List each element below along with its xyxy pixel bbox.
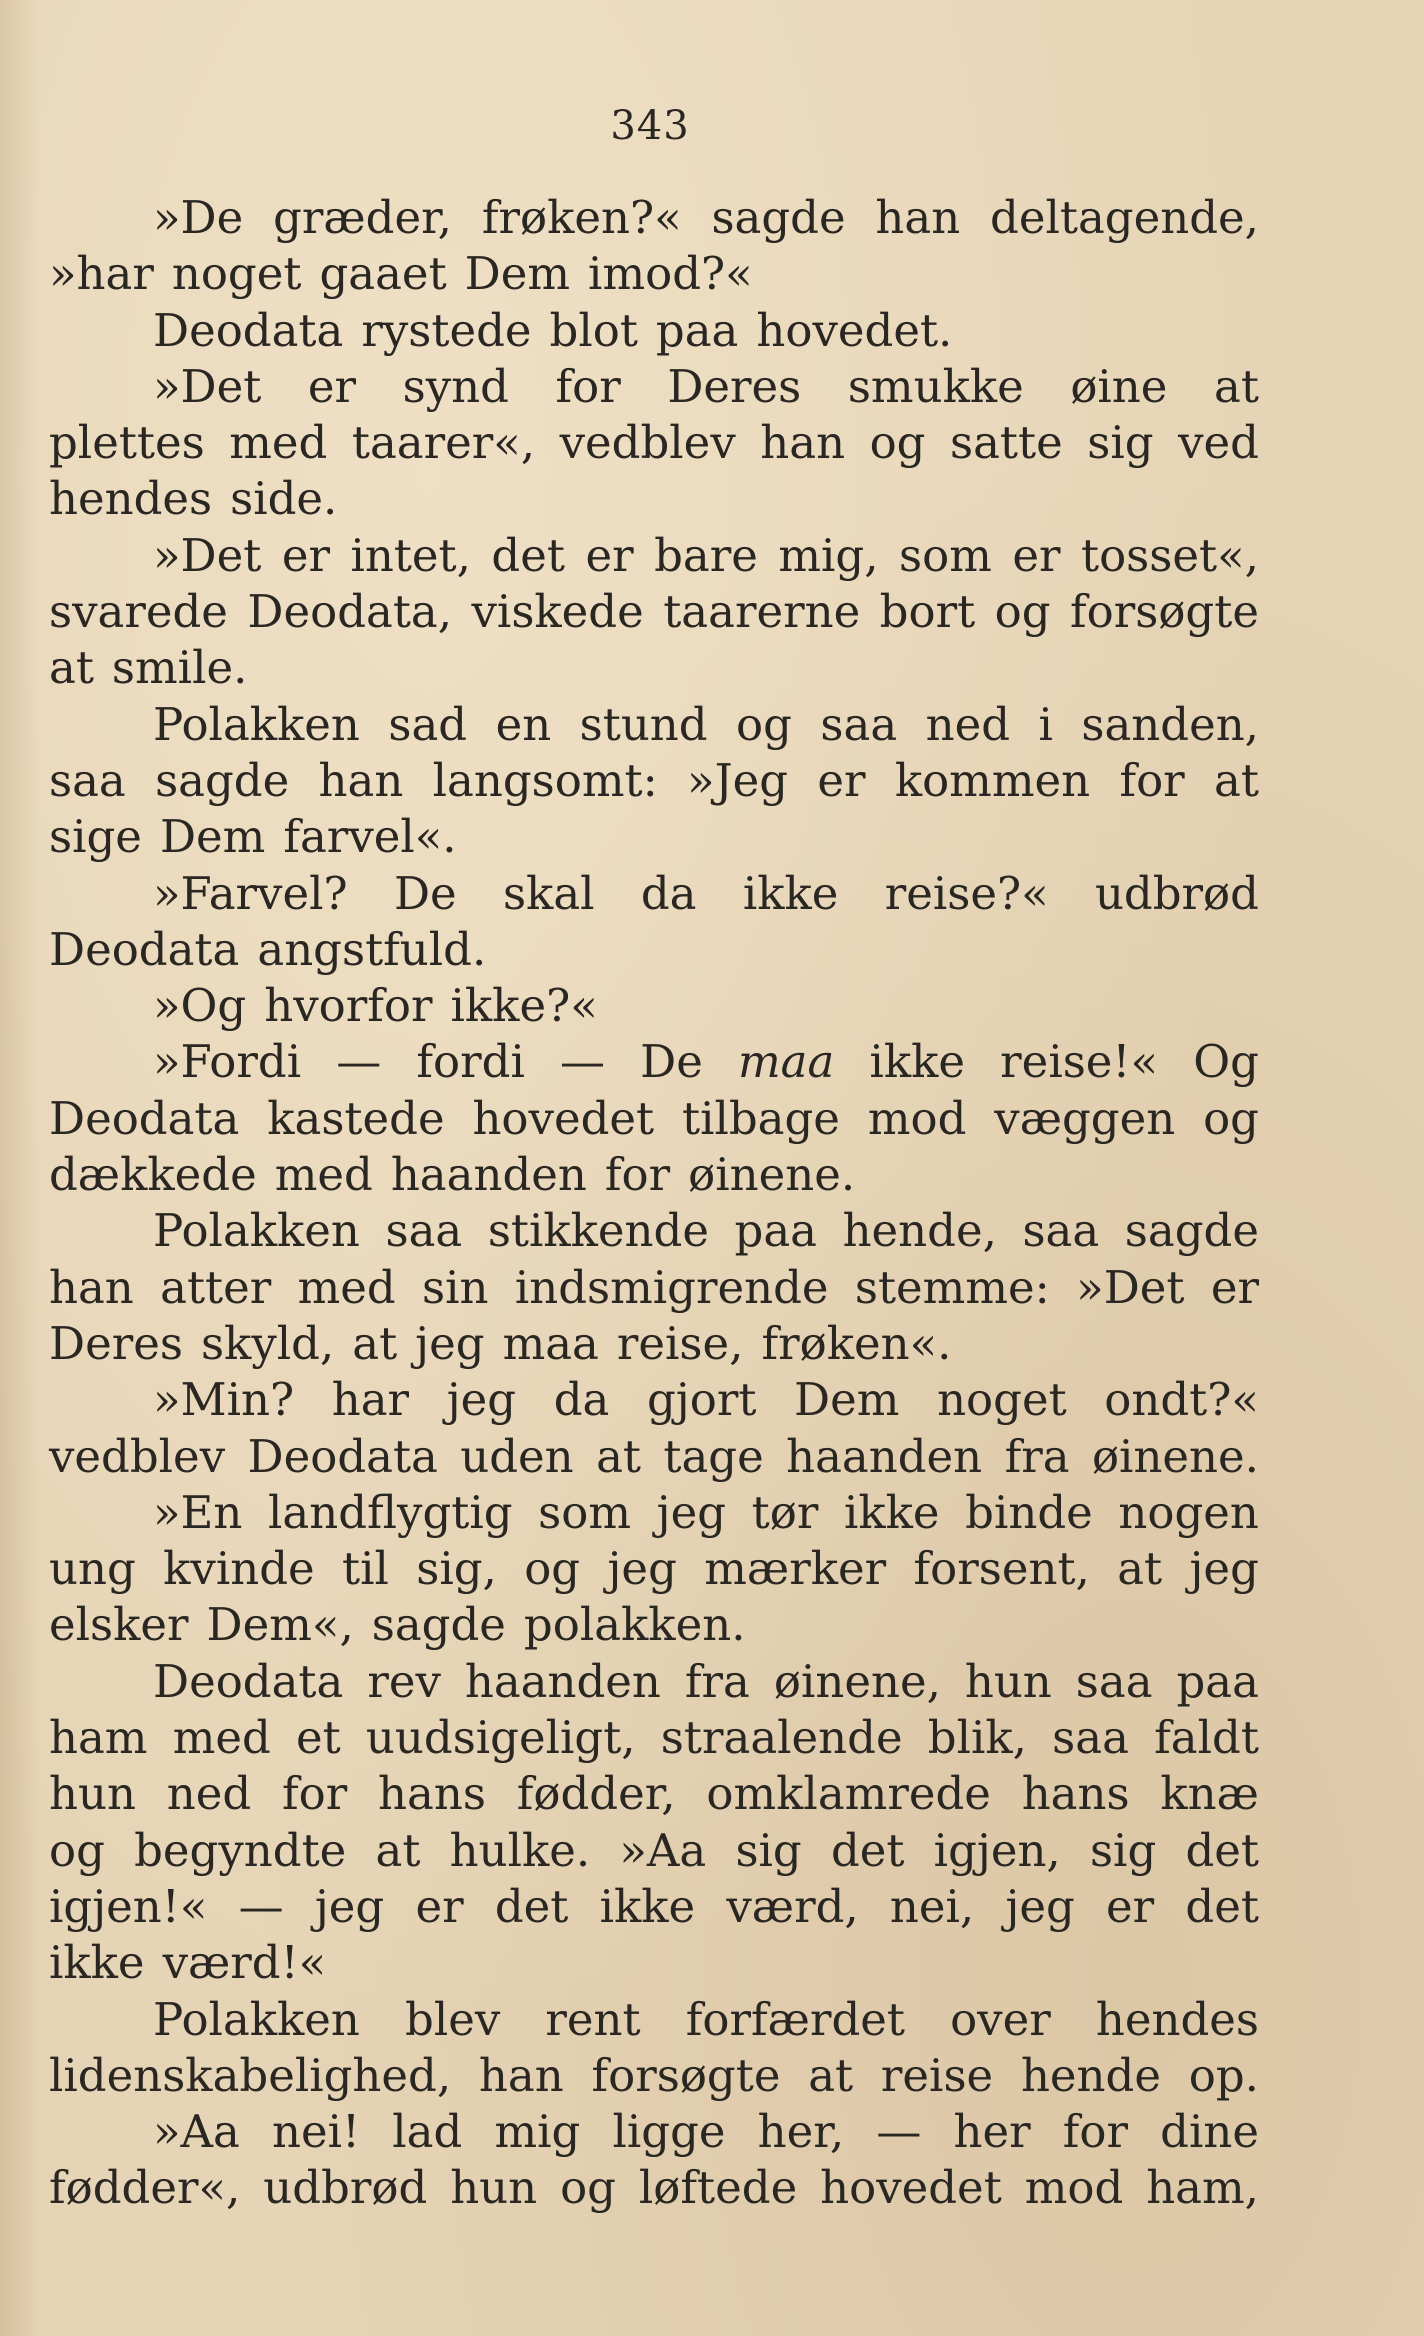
text-line: Deodata rystede blot paa hovedet. (153, 303, 953, 357)
text-line: »De græder, frøken?« sagde han deltagende, (153, 191, 1259, 244)
text-line: Deodata angstfuld. (49, 922, 487, 976)
text-line: »Farvel? De skal da ikke reise?« udbrød (153, 866, 1259, 920)
text-line: lidenskabelighed, han forsøgte at reise hende op. (49, 2048, 1259, 2102)
text-line: ham med et uudsigeligt, straalende blik, saa faldt (49, 1711, 1259, 1765)
text-line: »Aa nei! lad mig ligge her, — her for dine (153, 2105, 1259, 2159)
text-line: »Min? har jeg da gjort Dem noget ondt?« (153, 1373, 1259, 1427)
text-line: »Det er synd for Deres smukke øine at (153, 359, 1259, 413)
text-line: saa sagde han langsomt: »Jeg er kommen for at (49, 753, 1259, 807)
text-line: Deodata kastede hovedet tilbage mod væggen og (49, 1091, 1259, 1145)
text-line: »En landflygtig som jeg tør ikke binde nogen (153, 1485, 1259, 1539)
text-line: svarede Deodata, viskede taarerne bort og forsøgte (49, 585, 1259, 639)
text-line: sige Dem farvel«. (49, 810, 457, 864)
text-line: ung kvinde til sig, og jeg mærker forsent, at jeg (49, 1542, 1259, 1596)
text-line: ikke værd!« (49, 1936, 327, 1990)
text-line: Deodata rev haanden fra øinene, hun saa paa (153, 1654, 1259, 1708)
text-line: hendes side. (49, 472, 338, 526)
text-line: »Og hvorfor ikke?« (153, 979, 598, 1033)
text-line: dækkede med haanden for øinene. (49, 1148, 856, 1202)
text-line: fødder«, udbrød hun og løftede hovedet mod ham, (49, 2161, 1259, 2215)
text-line: og begyndte at hulke. »Aa sig det igjen, sig det (49, 1823, 1259, 1877)
text-line: »Fordi — fordi — De maa ikke reise!« Og (153, 1035, 1259, 1089)
text-line: elsker Dem«, sagde polakken. (49, 1598, 746, 1652)
text-line: Deres skyld, at jeg maa reise, frøken«. (49, 1316, 952, 1370)
text-line: han atter med sin indsmigrende stemme: »Det er (49, 1260, 1259, 1314)
text-line: Polakken saa stikkende paa hende, saa sagde (153, 1204, 1259, 1258)
text-line: hun ned for hans fødder, omklamrede hans knæ (49, 1767, 1259, 1821)
text-line: plettes med taarer«, vedblev han og satte sig ved (49, 416, 1259, 470)
text-line: Polakken blev rent forfærdet over hendes (153, 1992, 1259, 2046)
text-line: at smile. (49, 641, 248, 695)
body-text (49, 190, 1259, 2217)
page-number: 343 (610, 103, 690, 149)
text-line: »har noget gaaet Dem imod?« (49, 247, 753, 301)
text-line: »Det er intet, det er bare mig, som er tosset«, (153, 528, 1259, 582)
text-line: Polakken sad en stund og saa ned i sanden, (153, 697, 1259, 751)
text-line: vedblev Deodata uden at tage haanden fra øinene. (49, 1429, 1259, 1483)
text-line: igjen!« — jeg er det ikke værd, nei, jeg er det (49, 1879, 1259, 1933)
